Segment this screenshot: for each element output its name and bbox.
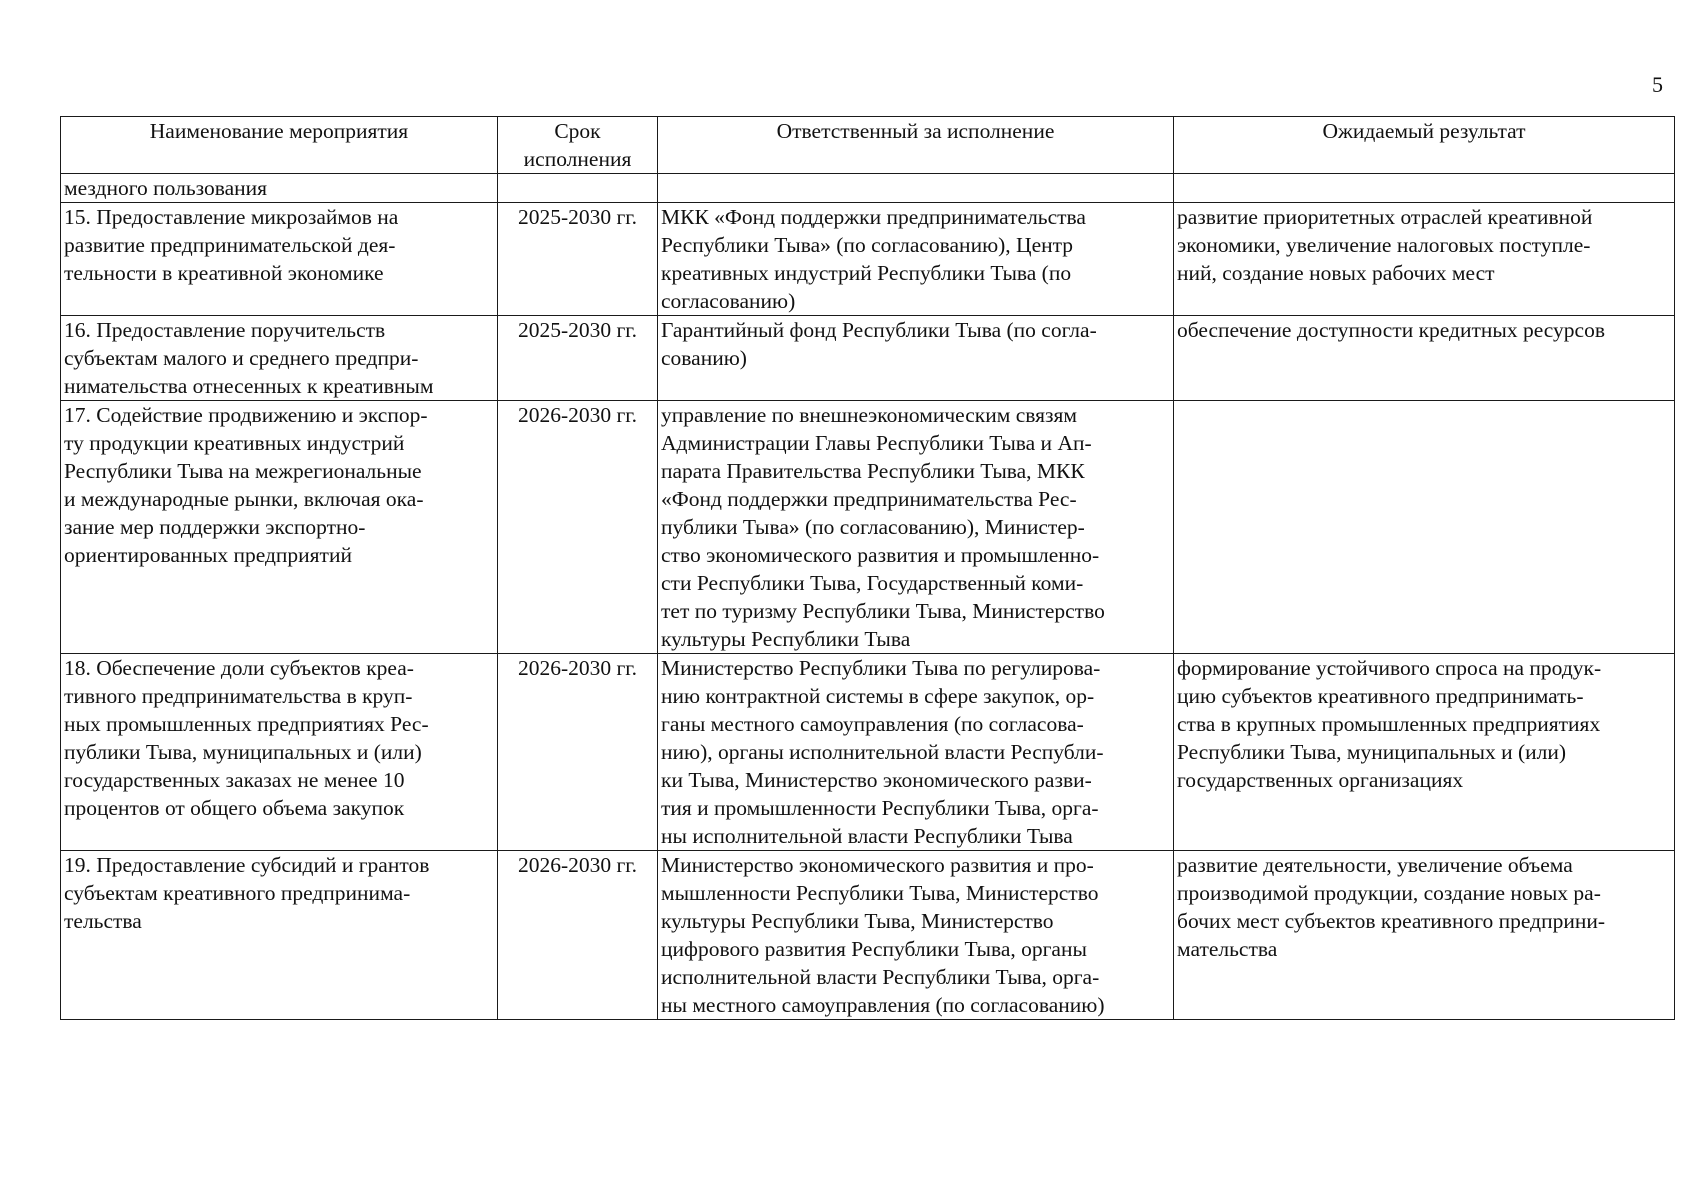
text-line: мышленности Республики Тыва, Министерство: [661, 881, 1099, 905]
text-line: Гарантийный фонд Республики Тыва (по согла-: [661, 318, 1097, 342]
text-line: парата Правительства Республики Тыва, МКК: [661, 459, 1085, 483]
text-line: «Фонд поддержки предпринимательства Рес-: [661, 487, 1077, 511]
text-line: ны исполнительной власти Республики Тыва: [661, 824, 1073, 848]
page-number: 5: [1652, 72, 1663, 97]
cell-result: [1174, 401, 1675, 654]
text-line: субъектам малого и среднего предпри-: [64, 346, 419, 370]
text-line: государственных организациях: [1177, 768, 1464, 792]
header-term: [498, 117, 658, 174]
text-line: развитие предпринимательской дея-: [64, 233, 396, 257]
text-line: согласованию): [661, 289, 796, 313]
header-responsible: Ответственный за исполнение: [658, 117, 1174, 174]
text-line: культуры Республики Тыва: [661, 627, 911, 651]
text-line: тельства: [64, 909, 142, 933]
text-line: нимательства отнесенных к креативным: [64, 374, 434, 398]
cell-responsible: [658, 401, 1174, 654]
table-header-row: [61, 117, 1675, 174]
cell-name: [61, 316, 498, 401]
cell-result: [1174, 203, 1675, 316]
text-line: ний, создание новых рабочих мест: [1177, 261, 1495, 285]
text-line: Республики Тыва» (по согласованию), Центр: [661, 233, 1074, 257]
text-line: мездного пользования: [64, 176, 268, 200]
text-line: ки Тыва, Министерство экономического разви-: [661, 768, 1092, 792]
text-line: исполнительной власти Республики Тыва, орга-: [661, 965, 1100, 989]
text-line: развитие деятельности, увеличение объема: [1177, 853, 1573, 877]
cell-responsible-text: [661, 203, 1170, 315]
text-line: Министерство Республики Тыва по регулирова-: [661, 656, 1101, 680]
cell-responsible: [658, 654, 1174, 851]
text-line: цию субъектов креативного предпринимать-: [1177, 684, 1584, 708]
text-line: субъектам креативного предпринима-: [64, 881, 411, 905]
cell-result: [1174, 851, 1675, 1020]
text-line: тет по туризму Республики Тыва, Министерство: [661, 599, 1105, 623]
text-line: Республики Тыва на межрегиональные: [64, 459, 422, 483]
text-line: Республики Тыва, муниципальных и (или): [1177, 740, 1567, 764]
table-row: [61, 851, 1675, 1020]
text-line: бочих мест субъектов креативного предприни-: [1177, 909, 1606, 933]
text-line: обеспечение доступности кредитных ресурсов: [1177, 318, 1605, 342]
text-line: ганы местного самоуправления (по согласова-: [661, 712, 1084, 736]
text-line: ту продукции креативных индустрий: [64, 431, 405, 455]
cell-name-text: [64, 654, 494, 822]
text-line: производимой продукции, создание новых ра-: [1177, 881, 1601, 905]
cell-term: 2025-2030 гг.: [498, 203, 658, 316]
text-line: нию), органы исполнительной власти Республи-: [661, 740, 1104, 764]
cell-responsible: [658, 203, 1174, 316]
cell-name-text: [64, 174, 494, 202]
text-line: процентов от общего объема закупок: [64, 796, 405, 820]
text-line: зание мер поддержки экспортно-: [64, 515, 366, 539]
cell-responsible-text: [661, 401, 1170, 653]
cell-name: [61, 174, 498, 203]
cell-responsible: [658, 316, 1174, 401]
text-line: цифрового развития Республики Тыва, органы: [661, 937, 1087, 961]
text-line: государственных заказах не менее 10: [64, 768, 405, 792]
text-line: тивного предпринимательства в круп-: [64, 684, 413, 708]
text-line: нию контрактной системы в сфере закупок, ор-: [661, 684, 1095, 708]
text-line: Администрации Главы Республики Тыва и Ап-: [661, 431, 1092, 455]
header-result: Ожидаемый результат: [1174, 117, 1675, 174]
cell-name-text: [64, 851, 494, 935]
cell-term: 2025-2030 гг.: [498, 316, 658, 401]
cell-term: 2026-2030 гг.: [498, 401, 658, 654]
text-line: 15. Предоставление микрозаймов на: [64, 205, 399, 229]
text-line: ство экономического развития и промышленно-: [661, 543, 1100, 567]
text-line: 17. Содействие продвижению и экспор-: [64, 403, 428, 427]
text-line: тия и промышленности Республики Тыва, орга-: [661, 796, 1099, 820]
table-row: [61, 174, 1675, 203]
cell-term: 2026-2030 гг.: [498, 851, 658, 1020]
text-line: публики Тыва» (по согласованию), Министер-: [661, 515, 1085, 539]
text-line: культуры Республики Тыва, Министерство: [661, 909, 1054, 933]
cell-name: [61, 401, 498, 654]
text-line: сти Республики Тыва, Государственный коми-: [661, 571, 1084, 595]
text-line: тельности в креативной экономике: [64, 261, 384, 285]
text-line: и международные рынки, включая ока-: [64, 487, 424, 511]
cell-responsible-text: [661, 851, 1170, 1019]
header-term-line2: исполнения: [523, 147, 632, 171]
text-line: формирование устойчивого спроса на продук-: [1177, 656, 1602, 680]
table-row: [61, 654, 1675, 851]
cell-name-text: [64, 203, 494, 287]
text-line: ных промышленных предприятиях Рес-: [64, 712, 429, 736]
cell-term: [498, 174, 658, 203]
cell-term: 2026-2030 гг.: [498, 654, 658, 851]
text-line: публики Тыва, муниципальных и (или): [64, 740, 422, 764]
cell-result-text: [1177, 654, 1671, 794]
text-line: ориентированных предприятий: [64, 543, 352, 567]
cell-name-text: [64, 401, 494, 569]
text-line: экономики, увеличение налоговых поступле-: [1177, 233, 1591, 257]
text-line: управление по внешнеэкономическим связям: [661, 403, 1077, 427]
text-line: МКК «Фонд поддержки предпринимательства: [661, 205, 1086, 229]
cell-responsible: [658, 174, 1174, 203]
cell-result-text: [1177, 316, 1671, 344]
events-table: [60, 116, 1675, 1020]
text-line: 19. Предоставление субсидий и грантов: [64, 853, 430, 877]
cell-responsible: [658, 851, 1174, 1020]
text-line: мательства: [1177, 937, 1278, 961]
cell-name: [61, 851, 498, 1020]
text-line: ства в крупных промышленных предприятиях: [1177, 712, 1601, 736]
text-line: развитие приоритетных отраслей креативной: [1177, 205, 1593, 229]
cell-name: [61, 654, 498, 851]
table-row: [61, 316, 1675, 401]
text-line: сованию): [661, 346, 747, 370]
cell-result: [1174, 316, 1675, 401]
text-line: креативных индустрий Республики Тыва (по: [661, 261, 1072, 285]
cell-name: [61, 203, 498, 316]
text-line: 16. Предоставление поручительств: [64, 318, 386, 342]
cell-result: [1174, 654, 1675, 851]
cell-result: [1174, 174, 1675, 203]
cell-result-text: [1177, 203, 1671, 287]
table-row: [61, 203, 1675, 316]
text-line: Министерство экономического развития и про-: [661, 853, 1094, 877]
text-line: ны местного самоуправления (по согласованию): [661, 993, 1105, 1017]
header-name: Наименование мероприятия: [61, 117, 498, 174]
cell-responsible-text: [661, 316, 1170, 372]
cell-responsible-text: [661, 654, 1170, 850]
table-row: [61, 401, 1675, 654]
table-body: [61, 174, 1675, 1020]
text-line: 18. Обеспечение доли субъектов креа-: [64, 656, 414, 680]
cell-result-text: [1177, 851, 1671, 963]
cell-name-text: [64, 316, 494, 400]
header-term-line1: Срок: [554, 119, 601, 143]
